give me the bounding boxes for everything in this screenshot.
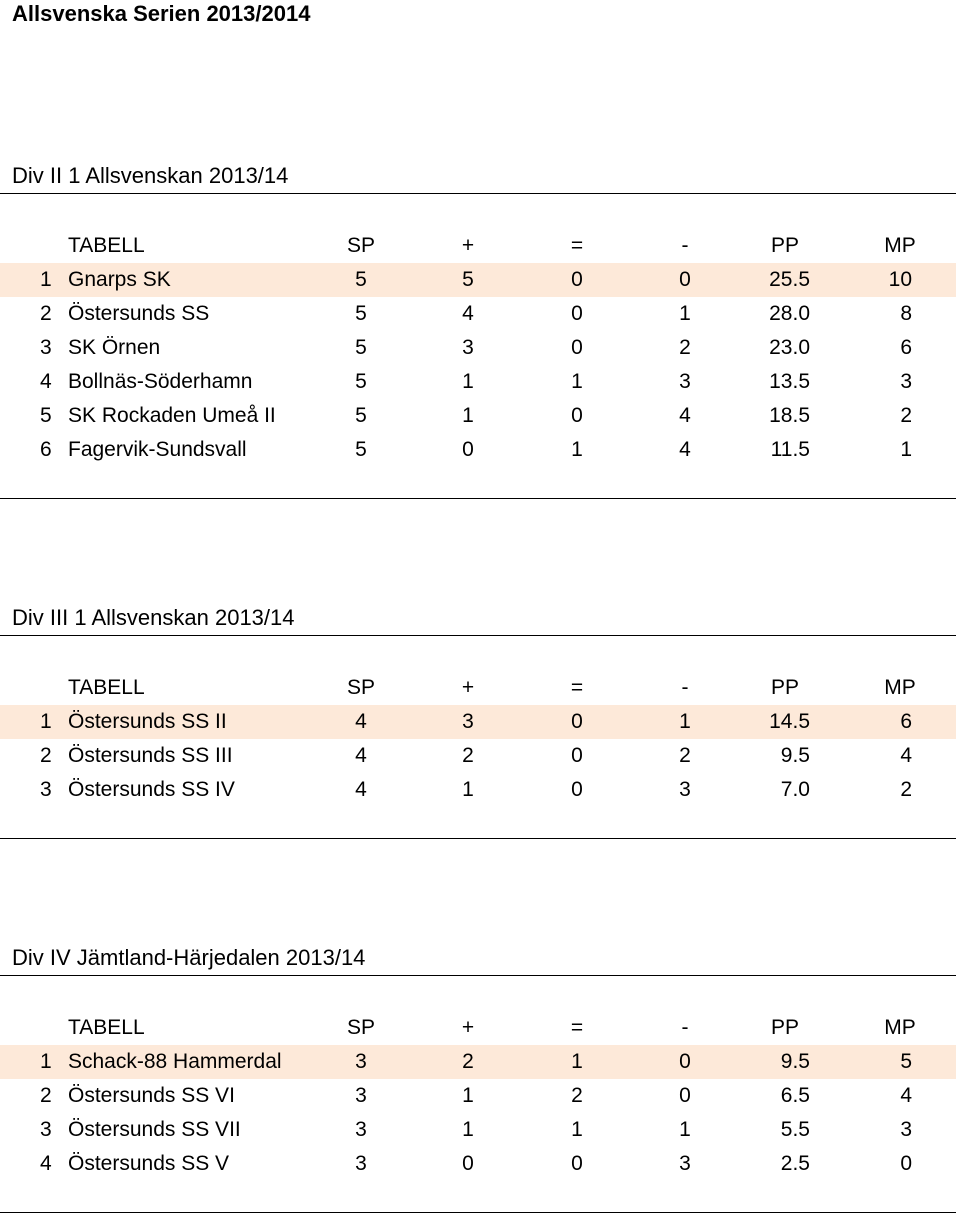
row-losses: 0 bbox=[679, 1084, 691, 1107]
row-losses: 1 bbox=[679, 1118, 691, 1141]
row-draws: 0 bbox=[571, 302, 583, 325]
section-divider bbox=[0, 498, 956, 499]
table-row bbox=[0, 1113, 956, 1147]
row-pp: 6.5 bbox=[780, 1084, 810, 1107]
header-losses: - bbox=[681, 1016, 689, 1039]
row-losses: 3 bbox=[679, 1152, 691, 1175]
header-wins: + bbox=[461, 676, 475, 699]
row-draws: 0 bbox=[571, 778, 583, 801]
row-position: 4 bbox=[40, 1152, 52, 1175]
row-mp: 2 bbox=[900, 778, 912, 801]
row-losses: 3 bbox=[679, 778, 691, 801]
table-row bbox=[0, 1147, 956, 1181]
row-sp: 5 bbox=[355, 438, 367, 461]
row-wins: 3 bbox=[462, 710, 474, 733]
row-sp: 3 bbox=[355, 1118, 367, 1141]
section-divider bbox=[0, 1212, 956, 1213]
header-pp: PP bbox=[770, 676, 799, 699]
header-sp: SP bbox=[346, 234, 375, 257]
header-draws: = bbox=[570, 234, 584, 257]
row-mp: 4 bbox=[900, 744, 912, 767]
row-team: Bollnäs-Söderhamn bbox=[68, 370, 253, 393]
page-title: Allsvenska Serien 2013/2014 bbox=[12, 1, 311, 26]
table-row bbox=[0, 365, 956, 399]
row-mp: 6 bbox=[900, 710, 912, 733]
row-pp: 2.5 bbox=[780, 1152, 810, 1175]
row-wins: 3 bbox=[462, 336, 474, 359]
row-position: 4 bbox=[40, 370, 52, 393]
row-sp: 3 bbox=[355, 1050, 367, 1073]
row-pp: 14.5 bbox=[769, 710, 810, 733]
row-losses: 1 bbox=[679, 302, 691, 325]
row-position: 3 bbox=[40, 1118, 52, 1141]
row-team: Fagervik-Sundsvall bbox=[68, 438, 247, 461]
row-sp: 5 bbox=[355, 268, 367, 291]
title-divider bbox=[0, 193, 956, 194]
row-sp: 5 bbox=[355, 302, 367, 325]
row-sp: 5 bbox=[355, 336, 367, 359]
row-pp: 7.0 bbox=[780, 778, 810, 801]
header-mp: MP bbox=[884, 676, 916, 699]
table-row bbox=[0, 263, 956, 297]
row-team: Östersunds SS VI bbox=[68, 1084, 235, 1107]
row-sp: 4 bbox=[355, 710, 367, 733]
header-wins: + bbox=[461, 1016, 475, 1039]
row-team: Östersunds SS IV bbox=[68, 778, 235, 801]
row-draws: 0 bbox=[571, 336, 583, 359]
table-header-row bbox=[0, 1011, 956, 1045]
row-draws: 0 bbox=[571, 404, 583, 427]
row-sp: 5 bbox=[355, 404, 367, 427]
header-tabell: TABELL bbox=[68, 1016, 145, 1039]
header-draws: = bbox=[570, 1016, 584, 1039]
row-draws: 0 bbox=[571, 1152, 583, 1175]
row-team: Östersunds SS VII bbox=[68, 1118, 241, 1141]
row-pp: 18.5 bbox=[769, 404, 810, 427]
header-sp: SP bbox=[346, 1016, 375, 1039]
table-row bbox=[0, 739, 956, 773]
row-mp: 2 bbox=[900, 404, 912, 427]
table-header-row bbox=[0, 671, 956, 705]
row-team: Gnarps SK bbox=[68, 268, 171, 291]
row-pp: 25.5 bbox=[769, 268, 810, 291]
row-draws: 1 bbox=[571, 1118, 583, 1141]
table-row bbox=[0, 399, 956, 433]
row-losses: 1 bbox=[679, 710, 691, 733]
row-mp: 6 bbox=[900, 336, 912, 359]
header-draws: = bbox=[570, 676, 584, 699]
row-sp: 4 bbox=[355, 744, 367, 767]
row-sp: 5 bbox=[355, 370, 367, 393]
row-position: 1 bbox=[40, 710, 52, 733]
row-pp: 9.5 bbox=[780, 1050, 810, 1073]
standings-table bbox=[0, 229, 960, 467]
row-position: 1 bbox=[40, 268, 52, 291]
standings-table bbox=[0, 671, 960, 807]
row-draws: 0 bbox=[571, 744, 583, 767]
row-team: Östersunds SS V bbox=[68, 1152, 230, 1175]
row-position: 3 bbox=[40, 336, 52, 359]
row-losses: 4 bbox=[679, 404, 691, 427]
row-wins: 4 bbox=[462, 302, 474, 325]
row-draws: 1 bbox=[571, 1050, 583, 1073]
row-team: Östersunds SS III bbox=[68, 744, 233, 767]
row-position: 2 bbox=[40, 302, 52, 325]
row-position: 2 bbox=[40, 744, 52, 767]
row-wins: 5 bbox=[462, 268, 474, 291]
table-row bbox=[0, 1045, 956, 1079]
standings-table bbox=[0, 1011, 960, 1181]
table-row bbox=[0, 705, 956, 739]
row-draws: 0 bbox=[571, 268, 583, 291]
division-title: Div IV Jämtland-Härjedalen 2013/14 bbox=[12, 945, 366, 970]
row-losses: 3 bbox=[679, 370, 691, 393]
row-losses: 4 bbox=[679, 438, 691, 461]
row-losses: 2 bbox=[679, 744, 691, 767]
table-row bbox=[0, 433, 956, 467]
row-draws: 1 bbox=[571, 370, 583, 393]
row-losses: 0 bbox=[679, 1050, 691, 1073]
row-mp: 8 bbox=[900, 302, 912, 325]
row-pp: 13.5 bbox=[769, 370, 810, 393]
row-position: 3 bbox=[40, 778, 52, 801]
row-team: SK Örnen bbox=[68, 336, 161, 359]
row-position: 5 bbox=[40, 404, 52, 427]
row-team: Östersunds SS bbox=[68, 302, 210, 325]
row-draws: 0 bbox=[571, 710, 583, 733]
division-title: Div II 1 Allsvenskan 2013/14 bbox=[12, 163, 289, 188]
row-position: 1 bbox=[40, 1050, 52, 1073]
row-sp: 3 bbox=[355, 1152, 367, 1175]
row-losses: 0 bbox=[679, 268, 691, 291]
row-wins: 2 bbox=[462, 744, 474, 767]
table-header-row bbox=[0, 229, 956, 263]
row-mp: 1 bbox=[900, 438, 912, 461]
row-wins: 1 bbox=[462, 778, 474, 801]
row-mp: 4 bbox=[900, 1084, 912, 1107]
division-title: Div III 1 Allsvenskan 2013/14 bbox=[12, 605, 295, 630]
section-divider bbox=[0, 838, 956, 839]
table-row bbox=[0, 297, 956, 331]
row-draws: 1 bbox=[571, 438, 583, 461]
header-mp: MP bbox=[884, 1016, 916, 1039]
row-pp: 5.5 bbox=[780, 1118, 810, 1141]
header-tabell: TABELL bbox=[68, 676, 145, 699]
table-row bbox=[0, 1079, 956, 1113]
row-wins: 0 bbox=[462, 1152, 474, 1175]
row-wins: 1 bbox=[462, 1118, 474, 1141]
header-pp: PP bbox=[770, 1016, 799, 1039]
row-pp: 23.0 bbox=[769, 336, 810, 359]
header-losses: - bbox=[681, 676, 689, 699]
header-mp: MP bbox=[884, 234, 916, 257]
row-wins: 1 bbox=[462, 404, 474, 427]
title-divider bbox=[0, 635, 956, 636]
row-draws: 2 bbox=[571, 1084, 583, 1107]
row-sp: 4 bbox=[355, 778, 367, 801]
row-pp: 11.5 bbox=[770, 438, 810, 461]
header-tabell: TABELL bbox=[68, 234, 145, 257]
row-mp: 3 bbox=[900, 1118, 912, 1141]
row-wins: 2 bbox=[462, 1050, 474, 1073]
row-mp: 10 bbox=[888, 268, 912, 291]
row-mp: 5 bbox=[900, 1050, 912, 1073]
row-team: SK Rockaden Umeå II bbox=[68, 404, 276, 427]
row-team: Schack-88 Hammerdal bbox=[68, 1050, 282, 1073]
row-losses: 2 bbox=[679, 336, 691, 359]
row-wins: 1 bbox=[462, 370, 474, 393]
title-divider bbox=[0, 975, 956, 976]
row-wins: 0 bbox=[462, 438, 474, 461]
row-mp: 0 bbox=[900, 1152, 912, 1175]
header-wins: + bbox=[461, 234, 475, 257]
row-pp: 9.5 bbox=[780, 744, 810, 767]
row-mp: 3 bbox=[900, 370, 912, 393]
row-pp: 28.0 bbox=[769, 302, 810, 325]
header-losses: - bbox=[681, 234, 689, 257]
table-row bbox=[0, 331, 956, 365]
header-pp: PP bbox=[770, 234, 799, 257]
table-row bbox=[0, 773, 956, 807]
header-sp: SP bbox=[346, 676, 375, 699]
row-position: 2 bbox=[40, 1084, 52, 1107]
row-position: 6 bbox=[40, 438, 52, 461]
row-wins: 1 bbox=[462, 1084, 474, 1107]
row-sp: 3 bbox=[355, 1084, 367, 1107]
row-team: Östersunds SS II bbox=[68, 710, 227, 733]
